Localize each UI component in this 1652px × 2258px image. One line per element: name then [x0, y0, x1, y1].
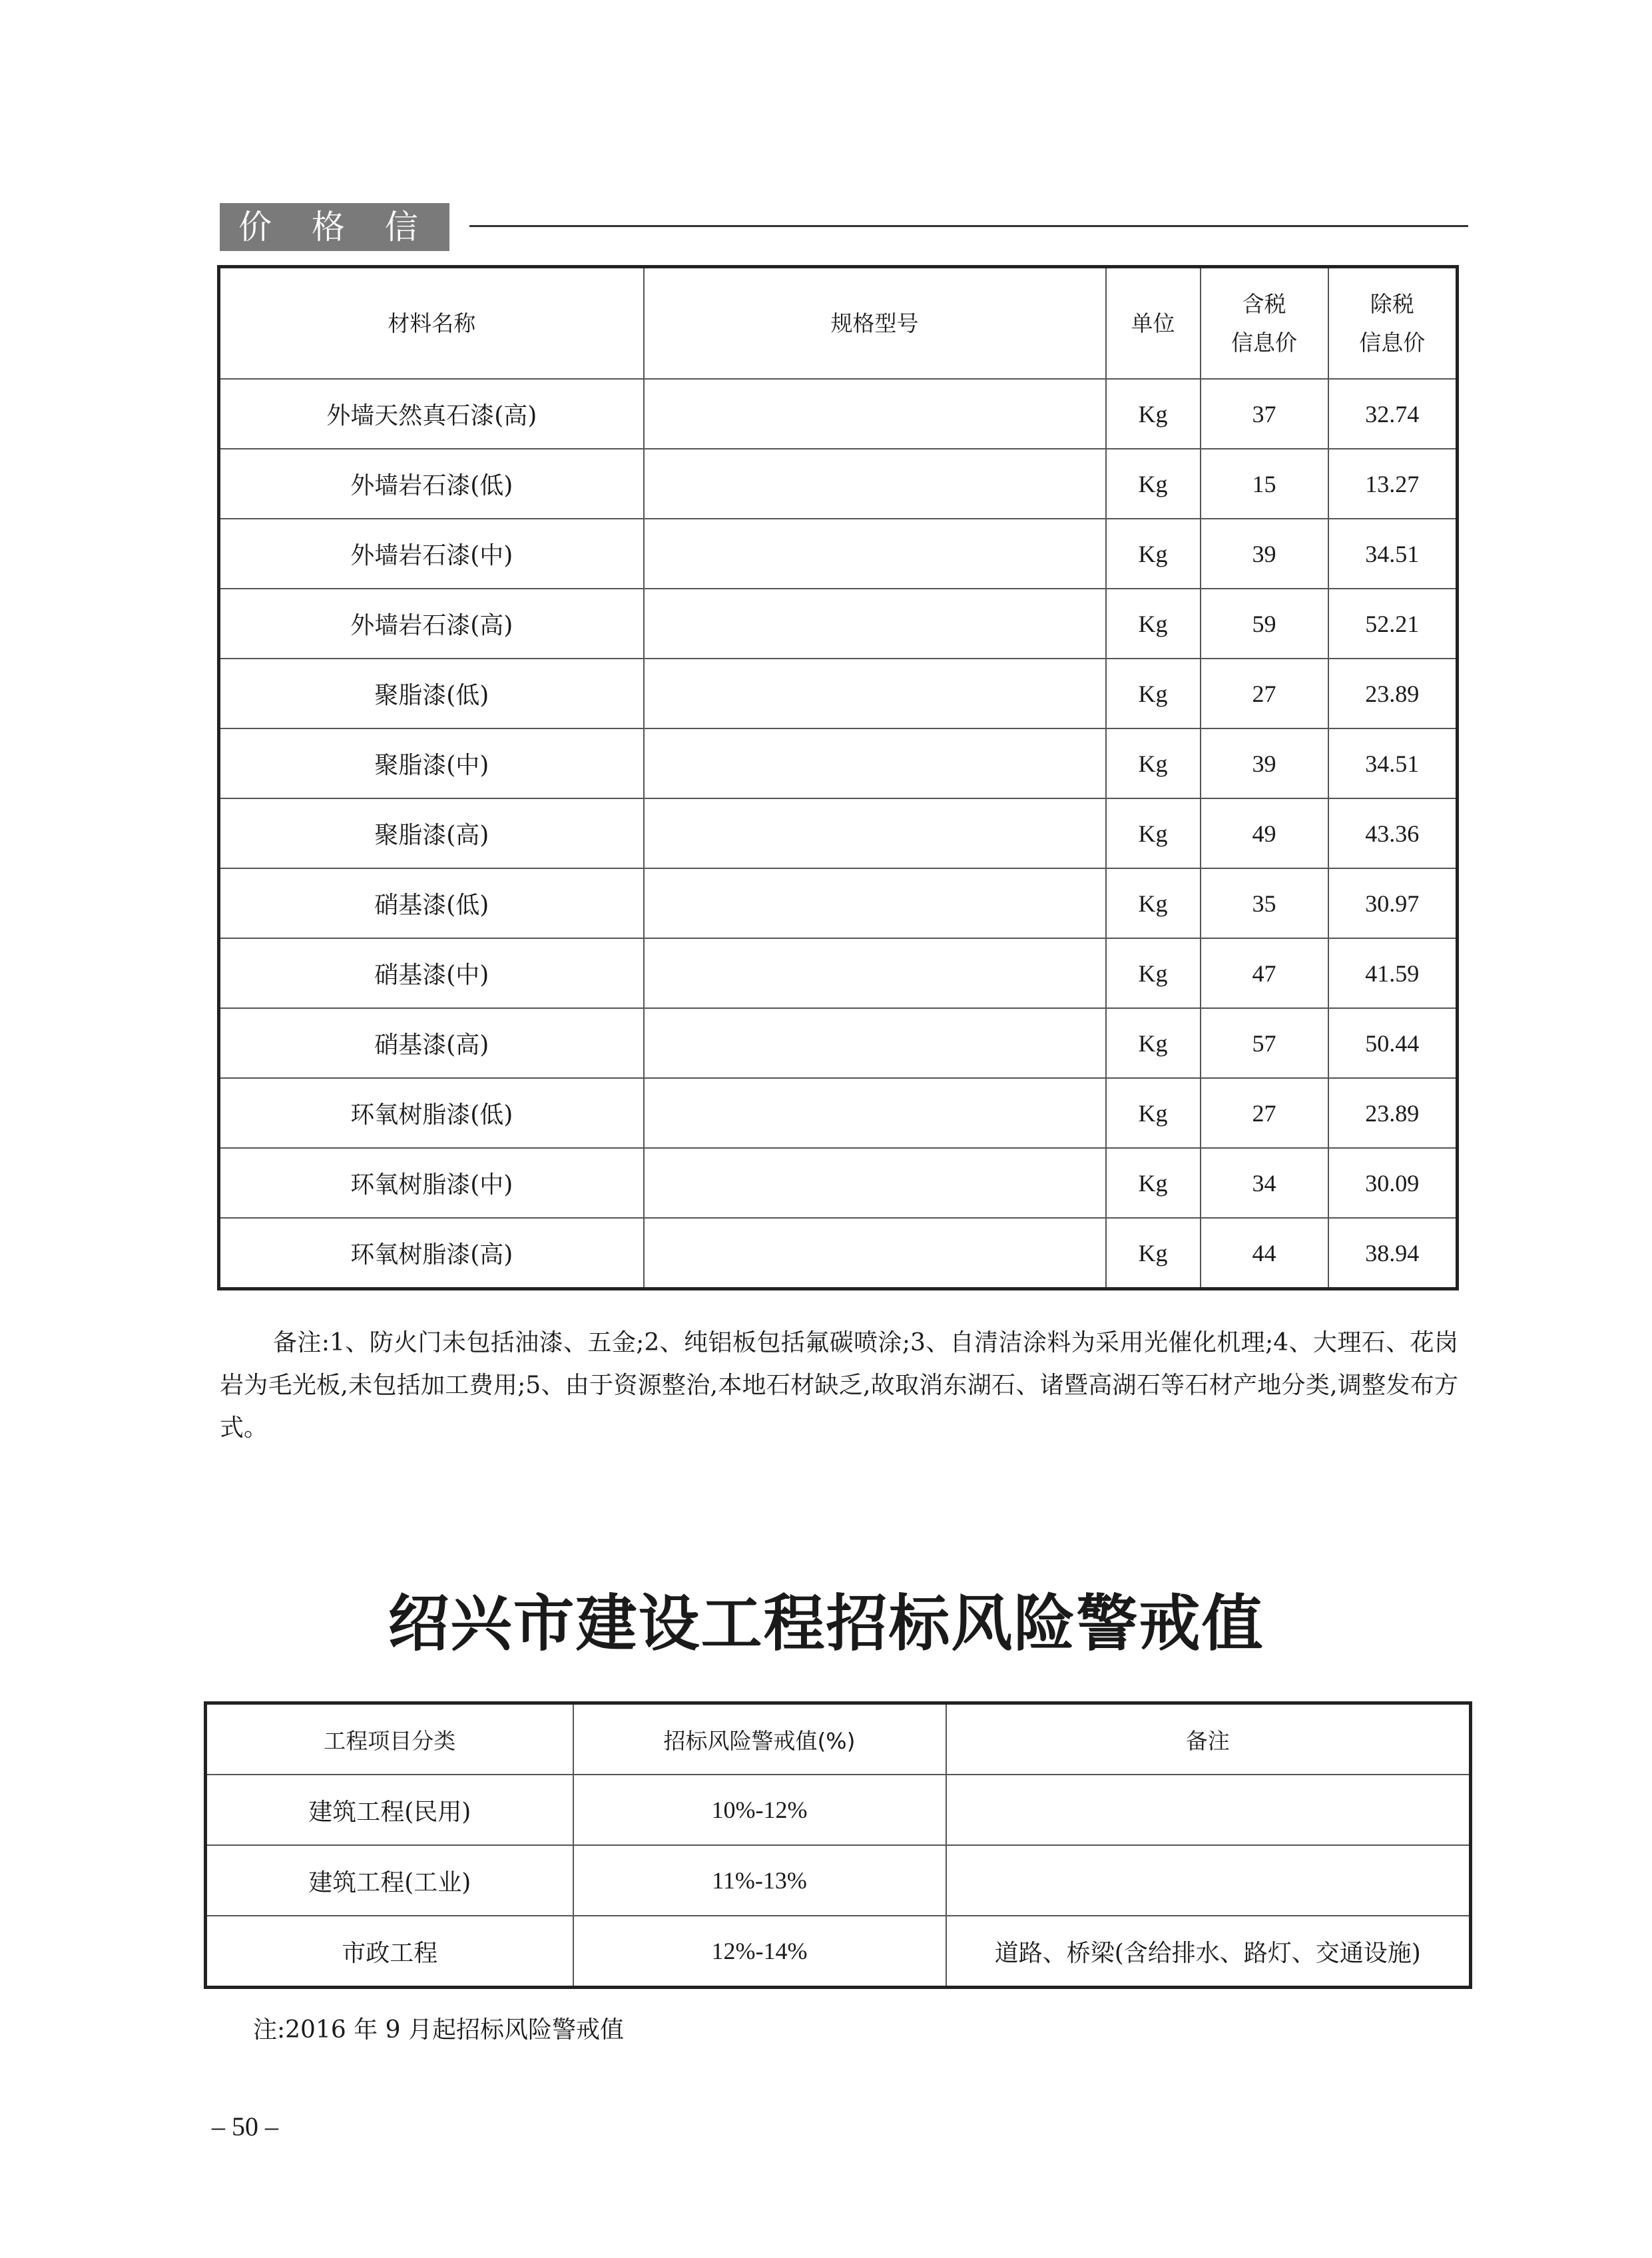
- cell-spec: [644, 938, 1106, 1008]
- header-tax-excluded-price: [1328, 267, 1458, 380]
- cell-price-incl: 57: [1201, 1008, 1328, 1078]
- cell-name: 环氧树脂漆(高): [219, 1218, 644, 1289]
- notes-paragraph: 备注:1、防火门未包括油漆、五金;2、纯铝板包括氟碳喷涂;3、自清洁涂料为采用光催化机理;4、大理石、花岗岩为毛光板,未包括加工费用;5、由于资源整治,本地石材缺乏,故取消东湖石、诸暨高湖石等石材产地分类,调整发布方式。: [220, 1329, 1458, 1442]
- cell-price-excl: 23.89: [1328, 659, 1458, 728]
- cell-spec: [644, 659, 1106, 728]
- table-row: [219, 1078, 1458, 1148]
- header-tax-excluded-line1: 除税: [1370, 290, 1414, 317]
- cell-price-excl: 43.36: [1328, 798, 1458, 868]
- cell-price-excl: 23.89: [1328, 1078, 1458, 1148]
- table-row: [219, 1218, 1458, 1289]
- table-row: [219, 379, 1458, 449]
- cell-price-excl: 30.97: [1328, 868, 1458, 938]
- cell-price-excl: 41.59: [1328, 938, 1458, 1008]
- cell-spec: [644, 728, 1106, 798]
- cell-unit: Kg: [1106, 1148, 1201, 1218]
- cell-unit: Kg: [1106, 589, 1201, 659]
- cell-name: 外墙岩石漆(中): [219, 519, 644, 589]
- header-risk-value: 招标风险警戒值(%): [573, 1703, 946, 1775]
- cell-price-excl: 13.27: [1328, 449, 1458, 519]
- cell-spec: [644, 868, 1106, 938]
- cell-price-excl: 52.21: [1328, 589, 1458, 659]
- header-tax-included-price: [1201, 267, 1328, 380]
- cell-name: 硝基漆(高): [219, 1008, 644, 1078]
- cell-price-incl: 59: [1201, 589, 1328, 659]
- table-row: [219, 868, 1458, 938]
- table-row: [219, 449, 1458, 519]
- cell-price-excl: 34.51: [1328, 519, 1458, 589]
- cell-price-incl: 47: [1201, 938, 1328, 1008]
- cell-price-incl: 15: [1201, 449, 1328, 519]
- table-row: [206, 1775, 1471, 1845]
- cell-price-incl: 37: [1201, 379, 1328, 449]
- cell-spec: [644, 1008, 1106, 1078]
- cell-price-incl: 34: [1201, 1148, 1328, 1218]
- price-table-header-row: [219, 267, 1458, 380]
- cell-unit: Kg: [1106, 449, 1201, 519]
- cell-unit: Kg: [1106, 1008, 1201, 1078]
- table-row: [219, 589, 1458, 659]
- table-row: [219, 519, 1458, 589]
- cell-name: 聚脂漆(高): [219, 798, 644, 868]
- cell-spec: [644, 519, 1106, 589]
- cell-price-excl: 38.94: [1328, 1218, 1458, 1289]
- cell-price-incl: 39: [1201, 728, 1328, 798]
- table-row: [219, 659, 1458, 728]
- risk-table: [204, 1701, 1472, 1989]
- cell-price-incl: 27: [1201, 1078, 1328, 1148]
- cell-unit: Kg: [1106, 728, 1201, 798]
- cell-name: 硝基漆(低): [219, 868, 644, 938]
- header-material-name: 材料名称: [219, 267, 644, 380]
- table-row: [219, 938, 1458, 1008]
- cell-risk-value: 11%-13%: [573, 1845, 946, 1916]
- price-table: [217, 265, 1459, 1290]
- cell-price-incl: 49: [1201, 798, 1328, 868]
- table-row: [219, 1148, 1458, 1218]
- cell-remark: 道路、桥梁(含给排水、路灯、交通设施): [946, 1916, 1471, 1988]
- risk-section-title: 绍兴市建设工程招标风险警戒值: [388, 1587, 1264, 1659]
- header-unit: 单位: [1106, 267, 1201, 380]
- cell-name: 外墙天然真石漆(高): [219, 379, 644, 449]
- cell-unit: Kg: [1106, 519, 1201, 589]
- cell-category: 建筑工程(工业): [206, 1845, 573, 1916]
- page-number: – 50 –: [212, 2112, 278, 2141]
- cell-remark: [946, 1775, 1471, 1845]
- section-rule: [469, 225, 1468, 227]
- cell-unit: Kg: [1106, 1218, 1201, 1289]
- header-tax-included-line2: 信息价: [1231, 329, 1297, 356]
- cell-price-excl: 50.44: [1328, 1008, 1458, 1078]
- cell-spec: [644, 1078, 1106, 1148]
- cell-category: 建筑工程(民用): [206, 1775, 573, 1845]
- cell-remark: [946, 1845, 1471, 1916]
- cell-name: 环氧树脂漆(低): [219, 1078, 644, 1148]
- section-title: 价 格 信 息: [220, 203, 449, 251]
- cell-spec: [644, 379, 1106, 449]
- cell-price-incl: 27: [1201, 659, 1328, 728]
- table-row: [219, 1008, 1458, 1078]
- cell-price-excl: 30.09: [1328, 1148, 1458, 1218]
- cell-name: 聚脂漆(中): [219, 728, 644, 798]
- cell-spec: [644, 798, 1106, 868]
- cell-spec: [644, 589, 1106, 659]
- cell-name: 外墙岩石漆(低): [219, 449, 644, 519]
- header-spec: 规格型号: [644, 267, 1106, 380]
- cell-unit: Kg: [1106, 379, 1201, 449]
- cell-risk-value: 12%-14%: [573, 1916, 946, 1988]
- cell-spec: [644, 1148, 1106, 1218]
- footnote: 注:2016 年 9 月起招标风险警戒值: [253, 2016, 624, 2044]
- cell-unit: Kg: [1106, 1078, 1201, 1148]
- cell-price-excl: 32.74: [1328, 379, 1458, 449]
- cell-risk-value: 10%-12%: [573, 1775, 946, 1845]
- cell-name: 环氧树脂漆(中): [219, 1148, 644, 1218]
- table-row: [219, 798, 1458, 868]
- cell-name: 硝基漆(中): [219, 938, 644, 1008]
- table-row: [219, 728, 1458, 798]
- cell-name: 聚脂漆(低): [219, 659, 644, 728]
- risk-table-header-row: [206, 1703, 1471, 1775]
- cell-price-incl: 39: [1201, 519, 1328, 589]
- header-category: 工程项目分类: [206, 1703, 573, 1775]
- table-row: [206, 1845, 1471, 1916]
- header-tax-included-line1: 含税: [1242, 290, 1286, 317]
- header-tax-excluded-line2: 信息价: [1359, 329, 1426, 356]
- cell-unit: Kg: [1106, 798, 1201, 868]
- cell-spec: [644, 1218, 1106, 1289]
- table-row: [206, 1916, 1471, 1988]
- cell-unit: Kg: [1106, 868, 1201, 938]
- cell-price-incl: 44: [1201, 1218, 1328, 1289]
- cell-unit: Kg: [1106, 659, 1201, 728]
- cell-price-excl: 34.51: [1328, 728, 1458, 798]
- cell-name: 外墙岩石漆(高): [219, 589, 644, 659]
- cell-category: 市政工程: [206, 1916, 573, 1988]
- cell-unit: Kg: [1106, 938, 1201, 1008]
- cell-spec: [644, 449, 1106, 519]
- header-remark: 备注: [946, 1703, 1471, 1775]
- cell-price-incl: 35: [1201, 868, 1328, 938]
